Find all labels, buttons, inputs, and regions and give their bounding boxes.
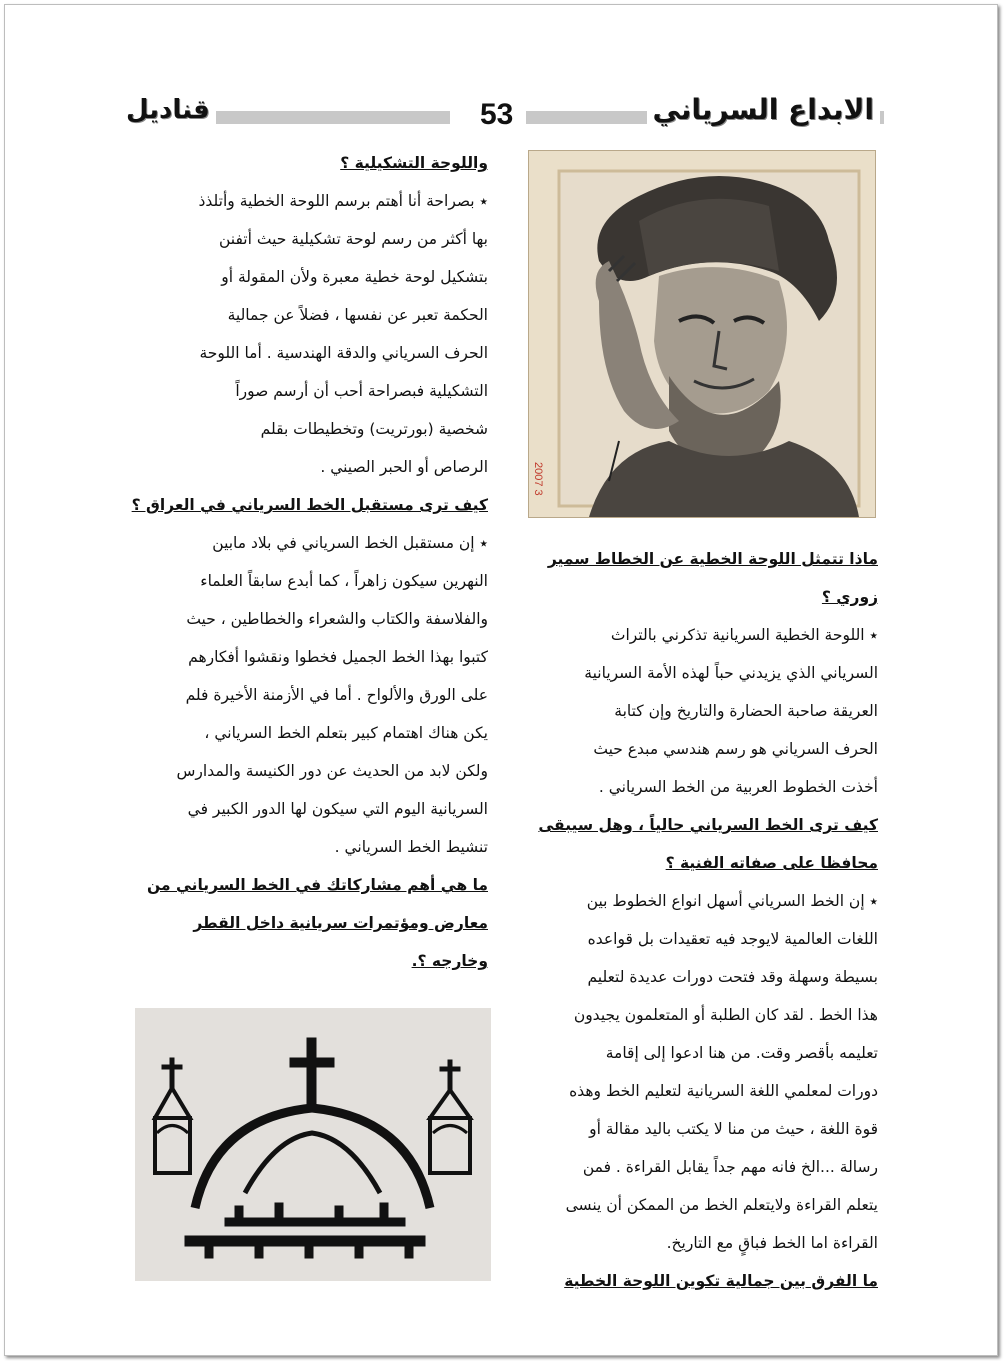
text-line: التشكيلية فبصراحة أحب أن أرسم صوراً [235, 382, 488, 400]
question-line: معارض ومؤتمرات سريانية داخل القطر [193, 914, 488, 932]
text-line: يتعلم القراءة ولايتعلم الخط من الممكن أن ينسى [565, 1196, 878, 1214]
portrait-drawing [528, 150, 876, 518]
page-number: 53 [472, 98, 521, 132]
text-line: العريقة صاحبة الحضارة والتاريخ وإن كتابة [614, 702, 878, 720]
text-line: هذا الخط . لقد كان الطلبة أو المتعلمون يجيدون [573, 1006, 878, 1024]
text-line: النهرين سيكون زاهراً ، كما أبدع سابقاً العلماء [200, 572, 488, 590]
question-line: كيف ترى مستقبل الخط السرياني في العراق ؟ [131, 496, 488, 514]
text-line: السرياني الذي يزيدني حباً لهذه الأمة السريانية [584, 664, 878, 682]
church-calligraphy-image [135, 1008, 491, 1281]
text-line: القراءة اما الخط فباقٍ مع التاريخ. [666, 1234, 878, 1252]
text-line: كتبوا بهذا الخط الجميل فخطوا ونقشوا أفكارهم [188, 648, 488, 666]
question-line: زوري ؟ [821, 588, 878, 606]
left-text-column [128, 144, 488, 980]
text-line: بتشكيل لوحة خطية معبرة ولأن المقولة أو [221, 268, 488, 286]
question-line: وخارجه ؟. [411, 952, 488, 970]
text-line: ٭ إن مستقبل الخط السرياني في بلاد مابين [212, 534, 488, 552]
question-line: ما هي أهم مشاركاتك في الخط السرياني من [147, 876, 488, 894]
text-line: ولكن لابد من الحديث عن دور الكنيسة والمدارس [176, 762, 488, 780]
question-line: محافظا على صفاته الفنية ؟ [665, 854, 878, 872]
date-stamp: 2007 3 [532, 462, 544, 496]
text-line: الحرف السرياني والدقة الهندسية . أما اللوحة [199, 344, 488, 362]
text-line: الحكمة تعبر عن نفسها ، فضلاً عن جمالية [227, 306, 488, 324]
text-line: تعليمه بأقصر وقت. من هنا ادعوا إلى إقامة [605, 1044, 878, 1062]
text-line: بها أكثر من رسم لوحة تشكيلية حيث أتفنن [218, 230, 488, 248]
right-text-column [518, 540, 878, 1300]
text-line: قوة اللغة ، حيث من منا لا يكتب باليد مقالة أو [589, 1120, 878, 1138]
text-line: يكن هناك اهتمام كبير بتعلم الخط السرياني ، [204, 724, 488, 742]
section-title-right: الابداع السرياني [647, 93, 881, 126]
text-line: شخصية (بورتريت) وتخطيطات بقلم [260, 420, 488, 438]
section-title-left: قناديل [120, 95, 216, 125]
text-line: على الورق والألواح . أما في الأزمنة الأخيرة فلم [185, 686, 488, 704]
text-line: الحرف السرياني هو رسم هندسي مبدع حيث [593, 740, 878, 758]
text-line: ٭ إن الخط السرياني أسهل انواع الخطوط بين [586, 892, 878, 910]
text-line: رسالة ...الخ فانه مهم جداً يقابل القراءة . فمن [582, 1158, 878, 1176]
text-line: السريانية اليوم التي سيكون لها الدور الكبير في [187, 800, 488, 818]
question-line: ماذا تتمثل اللوحة الخطية عن الخطاط سمير [547, 550, 878, 568]
question-line: واللوحة التشكيلية ؟ [340, 154, 488, 172]
text-line: أخذت الخطوط العربية من الخط السرياني . [598, 778, 878, 796]
text-line: دورات لمعلمي اللغة السريانية لتعليم الخط وهذه [569, 1082, 878, 1100]
text-line: الرصاص أو الحبر الصيني . [320, 458, 488, 476]
question-line: كيف ترى الخط السرياني حالياً ، وهل سيبقى [538, 816, 878, 834]
text-line: والفلاسفة والكتاب والشعراء والخطاطين ، حيث [186, 610, 488, 628]
text-line: ٭ اللوحة الخطية السريانية تذكرني بالتراث [610, 626, 878, 644]
text-line: اللغات العالمية لايوجد فيه تعقيدات بل قواعده [587, 930, 878, 948]
text-line: ٭ بصراحة أنا أهتم برسم اللوحة الخطية وأتلذذ [198, 192, 488, 210]
church-calligraphy-drawing [135, 1008, 491, 1281]
question-line: ما الفرق بين جمالية تكوين اللوحة الخطية [564, 1272, 878, 1290]
text-line: بسيطة وسهلة وقد فتحت دورات عديدة لتعليم [587, 968, 878, 986]
portrait-sketch [529, 151, 875, 517]
text-line: تنشيط الخط السرياني . [334, 838, 488, 856]
